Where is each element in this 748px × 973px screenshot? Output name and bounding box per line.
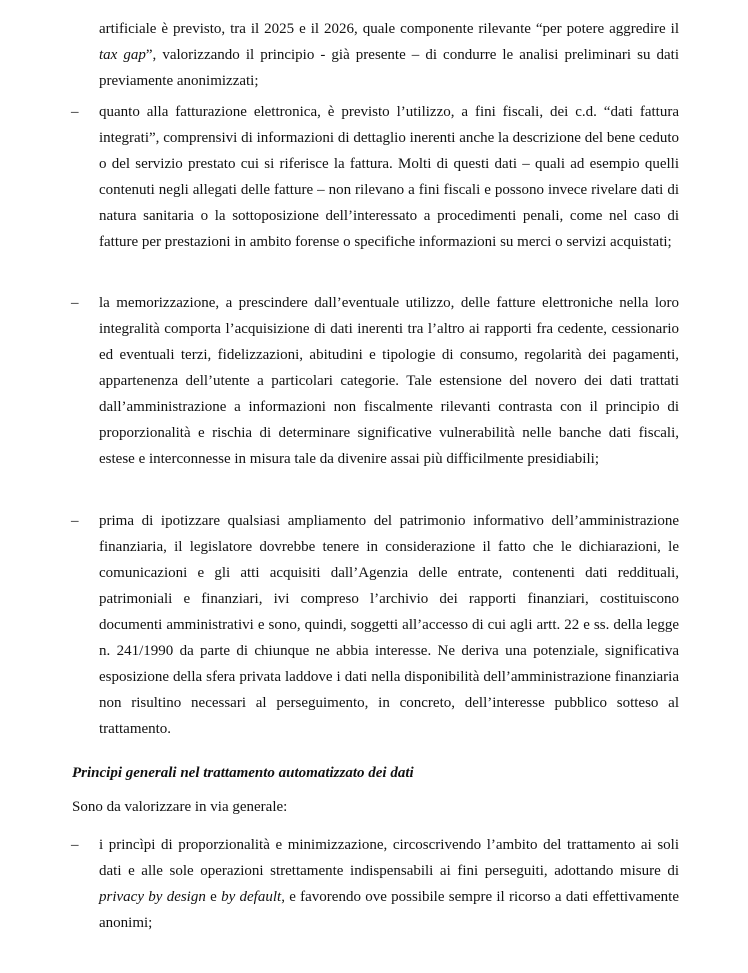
bullet-item: la memorizzazione, a prescindere dall’eventuale utilizzo, delle fatture elettroniche nella loro integralità comporta l’acquisizione di dati inerenti tra l’altro ai rapporti fra cedente, cessionario ed eventuali terzi, fidelizzazioni, abitudini e tipologie di consumo, regolarità dei pagamenti, appartenenza dell’utente a particolari categorie. Tale estensione del novero dei dati trattati dall’amministrazione a informazioni non fiscalmente rilevanti contrasta con il principio di proporzionalità e rischia di determinare significative vulnerabilità nelle banche dati fiscali, estese e interconnesse in misura tale da divenire assai più difficilmente presidiabili; [99,295,679,467]
intro-text: Sono da valorizzare in via generale: [72,799,288,815]
text-span: i princìpi di proporzionalità e minimizzazione, circoscrivendo l’ambito del trattamento ai soli dati e alle sole operazioni strettamente indispensabili ai fini perseguiti, adottando misure di [99,837,679,879]
bullet-item: quanto alla fatturazione elettronica, è previsto l’utilizzo, a fini fiscali, dei c.d. “dati fattura integrati”, comprensivi di informazioni di dettaglio inerenti anche la descrizione del bene ceduto o del servizio prestato cui si riferisce la fattura. Molti di questi dati – quali ad esempio quelli contenuti negli allegati delle fatture – non rilevano a fini fiscali e possono invece rivelare dati di natura sanitaria o la sottoposizione dell’interessato a procedimenti penali, come nel caso di fatture per prestazioni in ambito forense o specifiche informazioni su merci o servizi acquistati; [99,104,679,250]
text-span: artificiale è previsto, tra il 2025 e il 2026, quale componente rilevante “per potere aggredire il [99,21,679,37]
bullet-item [99,832,679,936]
bullet-dash: – [71,104,79,120]
text-span: , e favorendo ove possibile sempre il ricorso a dati effettivamente anonimi; [99,889,679,931]
italic-term: privacy by design [99,889,206,905]
text-span: ”, valorizzando il principio - già presente – di condurre le analisi preliminari su dati previamente anonimizzati; [99,47,679,89]
italic-term: by default [221,889,282,905]
italic-term: tax gap [99,47,146,63]
continuation-paragraph [99,16,679,94]
text-span: e [205,889,222,905]
bullet-dash: – [71,837,79,853]
bullet-item: prima di ipotizzare qualsiasi ampliamento del patrimonio informativo dell’amministrazione finanziaria, il legislatore dovrebbe tenere in considerazione il fatto che le dichiarazioni, le comunicazioni e gli atti acquisiti dall’Agenzia delle entrate, contenenti dati reddituali, patrimoniali e finanziari, ivi compreso l’archivio dei rapporti finanziari, costituiscono documenti amministrativi e sono, quindi, soggetti all’accesso di cui agli artt. 22 e ss. della legge n. 241/1990 da parte di chiunque ne abbia interesse. Ne deriva una potenziale, significativa esposizione della sfera privata laddove i dati nella disponibilità dell’amministrazione finanziaria non risultino necessari al perseguimento, in concreto, dell’interesse pubblico sotteso al trattamento. [99,513,679,737]
bullet-dash: – [71,513,79,529]
section-heading: Principi generali nel trattamento automatizzato dei dati [72,765,414,781]
bullet-dash: – [71,295,79,311]
